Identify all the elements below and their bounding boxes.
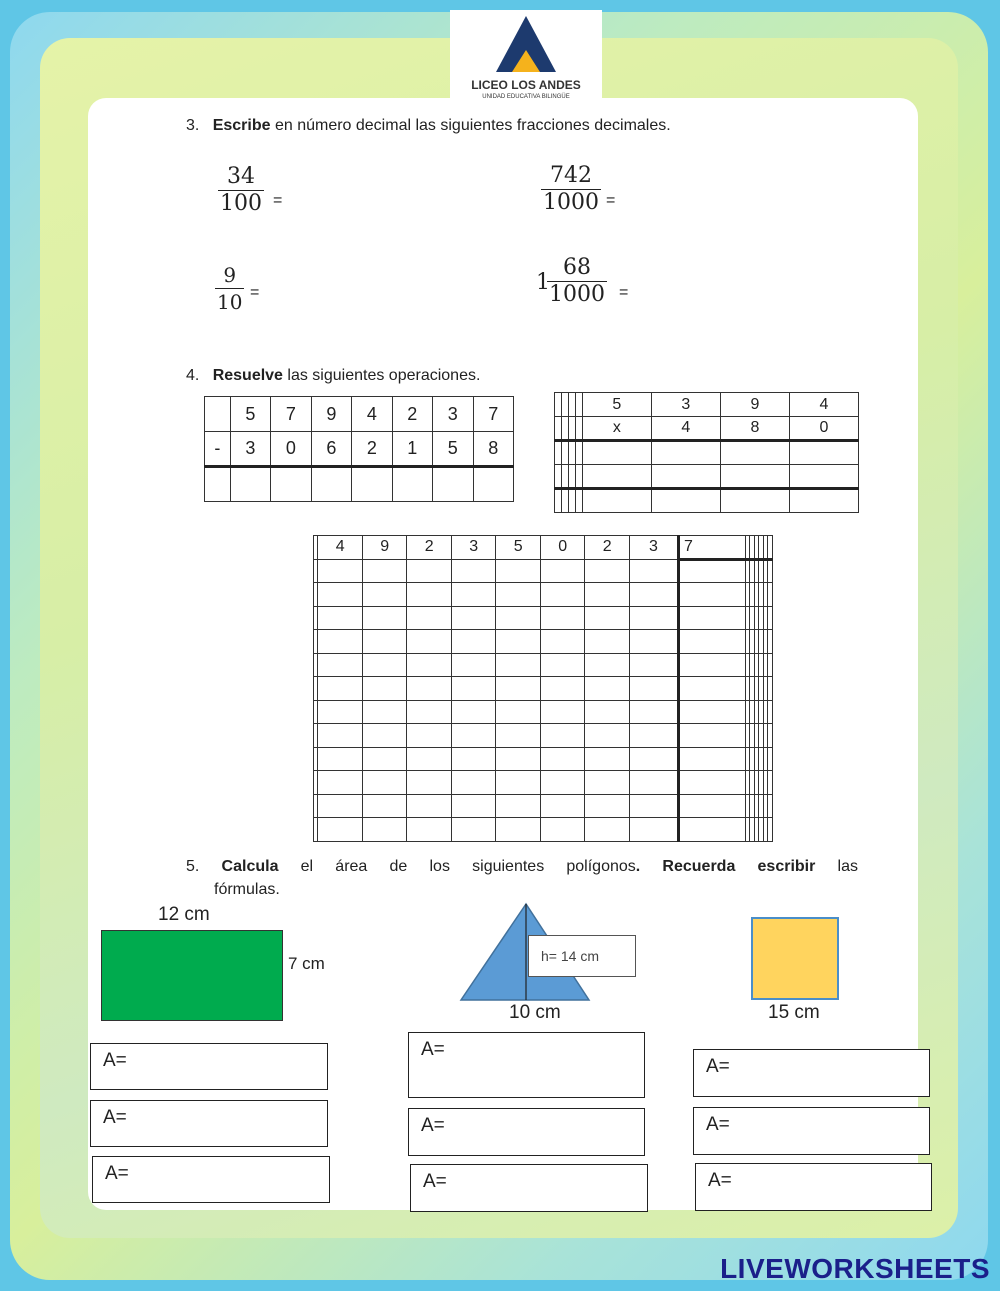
answer-cell[interactable] [629, 630, 678, 654]
numerator: 34 [227, 164, 255, 189]
digit-cell: 6 [311, 432, 351, 467]
answer-cell[interactable] [768, 606, 773, 630]
logo-name: LICEO LOS ANDES [471, 78, 581, 92]
answer-cell[interactable] [540, 653, 585, 677]
answer-cell[interactable] [678, 630, 745, 654]
answer-cell[interactable] [318, 583, 363, 607]
answer-cell[interactable] [651, 489, 720, 513]
answer-cell[interactable] [575, 465, 582, 489]
division-row [314, 559, 773, 583]
answer-cell[interactable] [407, 606, 452, 630]
answer-cell[interactable] [629, 606, 678, 630]
digit-cell: 3 [651, 393, 720, 417]
answer-cell[interactable] [540, 771, 585, 795]
rectangle-top-label: 12 cm [158, 904, 210, 925]
answer-cell[interactable] [561, 441, 568, 465]
answer-cell[interactable] [407, 818, 452, 842]
answer-cell[interactable] [629, 724, 678, 748]
digit-cell: 2 [392, 397, 432, 432]
answer-cell[interactable] [230, 467, 270, 502]
answer-cell[interactable] [555, 489, 562, 513]
answer-cell[interactable] [318, 559, 363, 583]
answer-cell[interactable] [585, 583, 630, 607]
answer-cell[interactable] [496, 653, 541, 677]
numerator: 742 [550, 163, 592, 188]
answer-cell[interactable] [585, 653, 630, 677]
question-3 [186, 117, 671, 135]
answer-cell[interactable] [768, 724, 773, 748]
answer-cell[interactable] [496, 771, 541, 795]
answer-cell[interactable] [540, 677, 585, 701]
answer-cell[interactable] [768, 700, 773, 724]
division-row [314, 677, 773, 701]
digit-cell: 4 [352, 397, 392, 432]
answer-cell[interactable] [568, 393, 575, 417]
answer-cell[interactable] [451, 747, 496, 771]
answer-cell[interactable] [318, 653, 363, 677]
divisor-cell: 7 [678, 536, 745, 560]
digit-cell: 2 [352, 432, 392, 467]
digit-cell: 9 [311, 397, 351, 432]
answer-cell[interactable] [496, 630, 541, 654]
answer-cell[interactable] [582, 489, 651, 513]
equals-sign: = [273, 192, 283, 209]
dividend-cell: 5 [496, 536, 541, 560]
division-row [314, 536, 773, 560]
answer-cell[interactable] [540, 794, 585, 818]
answer-cell[interactable] [585, 747, 630, 771]
answer-cell[interactable] [451, 724, 496, 748]
fraction-4 [547, 255, 607, 308]
answer-box-rectangle-3[interactable]: A= [92, 1156, 330, 1203]
question-text: las siguientes operaciones. [282, 367, 481, 384]
answer-cell[interactable] [678, 559, 745, 583]
answer-cell[interactable] [575, 489, 582, 513]
answer-cell[interactable] [629, 583, 678, 607]
answer-cell[interactable] [451, 771, 496, 795]
answer-cell[interactable] [629, 794, 678, 818]
numerator: 9 [223, 263, 237, 287]
division-row [314, 653, 773, 677]
answer-cell[interactable] [407, 724, 452, 748]
answer-cell[interactable] [575, 393, 582, 417]
answer-cell[interactable] [318, 724, 363, 748]
triangle-base-label: 10 cm [509, 1002, 561, 1023]
digit-cell: 5 [582, 393, 651, 417]
answer-cell[interactable] [582, 465, 651, 489]
answer-cell[interactable] [678, 583, 745, 607]
answer-cell[interactable] [362, 771, 407, 795]
answer-cell[interactable] [585, 700, 630, 724]
answer-cell[interactable] [768, 677, 773, 701]
digit-cell: 7 [473, 397, 513, 432]
answer-cell[interactable] [651, 465, 720, 489]
multiplication-row [555, 393, 859, 417]
answer-cell[interactable] [540, 818, 585, 842]
answer-box-square-2[interactable]: A= [693, 1107, 930, 1155]
answer-cell[interactable] [768, 630, 773, 654]
answer-cell[interactable] [585, 794, 630, 818]
answer-cell[interactable] [789, 465, 858, 489]
answer-cell[interactable] [451, 583, 496, 607]
dividend-cell: 2 [407, 536, 452, 560]
answer-cell[interactable] [585, 771, 630, 795]
answer-cell[interactable] [629, 677, 678, 701]
answer-cell[interactable] [555, 417, 562, 441]
question-number: 4. [186, 367, 200, 384]
answer-cell[interactable] [362, 700, 407, 724]
answer-cell[interactable] [585, 677, 630, 701]
answer-cell[interactable] [352, 467, 392, 502]
question-verb: Escribe [212, 117, 271, 134]
digit-cell: 4 [651, 417, 720, 441]
question-instruction: . Recuerda escribir [635, 858, 816, 875]
answer-cell[interactable] [789, 489, 858, 513]
division-row [314, 818, 773, 842]
answer-cell[interactable] [585, 630, 630, 654]
question-verb: Calcula [221, 858, 279, 875]
answer-cell[interactable] [362, 794, 407, 818]
answer-cell[interactable] [678, 653, 745, 677]
multiplication-row [555, 441, 859, 465]
answer-cell[interactable] [407, 583, 452, 607]
answer-cell[interactable] [407, 747, 452, 771]
question-5-line2: fórmulas. [214, 881, 280, 898]
answer-cell[interactable] [561, 489, 568, 513]
answer-cell[interactable] [568, 489, 575, 513]
answer-cell[interactable] [678, 747, 745, 771]
answer-cell[interactable] [720, 441, 789, 465]
denominator: 1000 [549, 282, 605, 307]
question-number: 5. [186, 858, 200, 875]
subtraction-grid [204, 396, 514, 502]
answer-cell[interactable] [407, 700, 452, 724]
answer-cell[interactable] [362, 677, 407, 701]
answer-cell[interactable] [318, 677, 363, 701]
answer-cell[interactable] [575, 417, 582, 441]
question-text-end: las [815, 858, 858, 875]
answer-cell[interactable] [451, 630, 496, 654]
question-verb: Resuelve [212, 367, 283, 384]
answer-cell[interactable] [496, 724, 541, 748]
answer-cell[interactable] [496, 747, 541, 771]
answer-cell[interactable] [318, 747, 363, 771]
answer-cell[interactable] [433, 467, 473, 502]
answer-cell[interactable] [540, 700, 585, 724]
answer-cell[interactable] [720, 489, 789, 513]
answer-cell[interactable] [678, 677, 745, 701]
answer-cell[interactable] [768, 583, 773, 607]
answer-cell[interactable] [407, 794, 452, 818]
answer-cell[interactable] [768, 794, 773, 818]
fraction-2 [541, 163, 601, 216]
logo-subtitle: UNIDAD EDUCATIVA BILINGÜE [482, 94, 570, 100]
digit-cell: - [205, 432, 231, 467]
answer-cell[interactable] [768, 747, 773, 771]
dividend-cell: 2 [585, 536, 630, 560]
digit-cell: 8 [720, 417, 789, 441]
answer-cell[interactable] [678, 724, 745, 748]
answer-cell[interactable] [362, 630, 407, 654]
answer-cell[interactable] [451, 818, 496, 842]
multiplication-grid [554, 392, 859, 513]
multiplication-row [555, 465, 859, 489]
digit-cell: 3 [230, 432, 270, 467]
answer-cell[interactable] [651, 441, 720, 465]
answer-cell[interactable] [540, 630, 585, 654]
answer-cell[interactable] [555, 465, 562, 489]
answer-cell[interactable] [575, 441, 582, 465]
answer-cell[interactable] [582, 441, 651, 465]
division-row [314, 747, 773, 771]
answer-cell[interactable] [540, 747, 585, 771]
answer-cell[interactable] [585, 559, 630, 583]
division-row [314, 630, 773, 654]
answer-cell[interactable] [496, 583, 541, 607]
division-row [314, 583, 773, 607]
dividend-cell: 0 [540, 536, 585, 560]
answer-cell[interactable] [561, 393, 568, 417]
subtraction-row [205, 432, 514, 467]
multiplication-row [555, 489, 859, 513]
answer-cell[interactable] [561, 465, 568, 489]
answer-cell[interactable] [585, 606, 630, 630]
square-base-label: 15 cm [768, 1002, 820, 1023]
question-text: el área de los siguientes polígonos [278, 858, 636, 875]
square-shape [751, 917, 839, 1000]
multiplication-row [555, 417, 859, 441]
division-row [314, 724, 773, 748]
answer-cell[interactable] [496, 559, 541, 583]
answer-cell[interactable] [473, 467, 513, 502]
answer-box-triangle-1[interactable]: A= [408, 1032, 645, 1098]
answer-cell[interactable] [540, 724, 585, 748]
answer-cell[interactable] [496, 606, 541, 630]
answer-cell[interactable] [496, 818, 541, 842]
equals-sign: = [619, 284, 629, 301]
dividend-cell: 3 [629, 536, 678, 560]
answer-cell[interactable] [205, 397, 231, 432]
answer-cell[interactable] [585, 724, 630, 748]
digit-cell: 5 [433, 432, 473, 467]
answer-cell[interactable] [678, 794, 745, 818]
answer-box-square-3[interactable]: A= [695, 1163, 932, 1211]
answer-cell[interactable] [629, 771, 678, 795]
division-row [314, 606, 773, 630]
answer-cell[interactable] [318, 700, 363, 724]
answer-cell[interactable] [768, 771, 773, 795]
question-4 [186, 367, 480, 385]
answer-cell[interactable] [311, 467, 351, 502]
answer-cell[interactable] [678, 818, 745, 842]
answer-cell[interactable] [678, 771, 745, 795]
answer-box-triangle-3[interactable]: A= [410, 1164, 648, 1212]
dividend-cell: 9 [362, 536, 407, 560]
rectangle-shape [101, 930, 283, 1021]
denominator: 1000 [543, 190, 599, 215]
division-row [314, 771, 773, 795]
answer-box-rectangle-2[interactable]: A= [90, 1100, 328, 1147]
answer-cell[interactable] [629, 559, 678, 583]
digit-cell: 0 [271, 432, 311, 467]
answer-cell[interactable] [451, 653, 496, 677]
answer-cell[interactable] [362, 724, 407, 748]
answer-cell[interactable] [318, 606, 363, 630]
answer-cell[interactable] [362, 653, 407, 677]
answer-cell[interactable] [585, 818, 630, 842]
dividend-cell: 3 [451, 536, 496, 560]
mixed-whole: 1 [536, 270, 550, 295]
brand-logo: LIVEWORKSHEETS [720, 1253, 990, 1284]
triangle-height-label: h= 14 cm [528, 935, 636, 977]
answer-box-square-1[interactable]: A= [693, 1049, 930, 1097]
answer-cell[interactable] [561, 417, 568, 441]
question-number: 3. [186, 117, 200, 134]
answer-cell[interactable] [768, 818, 773, 842]
answer-cell[interactable] [496, 794, 541, 818]
answer-cell[interactable] [451, 606, 496, 630]
dividend-cell: 4 [318, 536, 363, 560]
denominator: 10 [217, 290, 243, 314]
answer-cell[interactable] [568, 465, 575, 489]
digit-cell: 7 [271, 397, 311, 432]
digit-cell: 8 [473, 432, 513, 467]
answer-cell[interactable] [768, 559, 773, 583]
answer-cell[interactable] [540, 559, 585, 583]
answer-cell[interactable] [678, 700, 745, 724]
answer-cell[interactable] [205, 467, 231, 502]
answer-cell[interactable] [555, 441, 562, 465]
equals-sign: = [250, 284, 260, 301]
answer-cell[interactable] [407, 677, 452, 701]
answer-cell[interactable] [407, 559, 452, 583]
subtraction-row [205, 467, 514, 502]
digit-cell: 5 [230, 397, 270, 432]
answer-cell[interactable] [568, 441, 575, 465]
answer-cell[interactable] [629, 747, 678, 771]
answer-cell[interactable] [451, 794, 496, 818]
answer-cell[interactable] [451, 559, 496, 583]
digit-cell: 9 [720, 393, 789, 417]
question-5 [186, 858, 858, 876]
answer-cell[interactable] [271, 467, 311, 502]
division-row [314, 794, 773, 818]
question-text: en número decimal las siguientes fracciones decimales. [270, 117, 671, 134]
answer-cell[interactable] [540, 583, 585, 607]
answer-cell[interactable] [629, 653, 678, 677]
denominator: 100 [220, 191, 262, 216]
equals-sign: = [606, 192, 616, 209]
subtraction-row [205, 397, 514, 432]
answer-cell[interactable] [318, 771, 363, 795]
answer-cell[interactable] [407, 771, 452, 795]
answer-cell[interactable] [451, 700, 496, 724]
fraction-1 [218, 164, 264, 217]
answer-cell[interactable] [540, 606, 585, 630]
answer-cell[interactable] [392, 467, 432, 502]
answer-cell[interactable] [768, 536, 773, 560]
answer-cell[interactable] [678, 606, 745, 630]
digit-cell: 0 [789, 417, 858, 441]
answer-cell[interactable] [407, 653, 452, 677]
answer-cell[interactable] [629, 700, 678, 724]
answer-cell[interactable] [555, 393, 562, 417]
fraction-3 [215, 262, 244, 315]
answer-cell[interactable] [362, 583, 407, 607]
answer-cell[interactable] [496, 700, 541, 724]
digit-cell: x [582, 417, 651, 441]
answer-cell[interactable] [629, 818, 678, 842]
answer-box-rectangle-1[interactable]: A= [90, 1043, 328, 1090]
answer-cell[interactable] [362, 747, 407, 771]
digit-cell: 1 [392, 432, 432, 467]
answer-cell[interactable] [496, 677, 541, 701]
answer-cell[interactable] [362, 559, 407, 583]
rectangle-side-label: 7 cm [288, 954, 325, 973]
division-row [314, 700, 773, 724]
answer-cell[interactable] [318, 818, 363, 842]
answer-cell[interactable] [451, 677, 496, 701]
division-grid [313, 535, 773, 842]
answer-cell[interactable] [789, 441, 858, 465]
answer-cell[interactable] [318, 630, 363, 654]
answer-box-triangle-2[interactable]: A= [408, 1108, 645, 1156]
answer-cell[interactable] [362, 818, 407, 842]
answer-cell[interactable] [768, 653, 773, 677]
digit-cell: 3 [433, 397, 473, 432]
answer-cell[interactable] [568, 417, 575, 441]
digit-cell: 4 [789, 393, 858, 417]
answer-cell[interactable] [362, 606, 407, 630]
answer-cell[interactable] [318, 794, 363, 818]
answer-cell[interactable] [720, 465, 789, 489]
school-logo [450, 10, 602, 108]
numerator: 68 [563, 255, 591, 280]
answer-cell[interactable] [407, 630, 452, 654]
